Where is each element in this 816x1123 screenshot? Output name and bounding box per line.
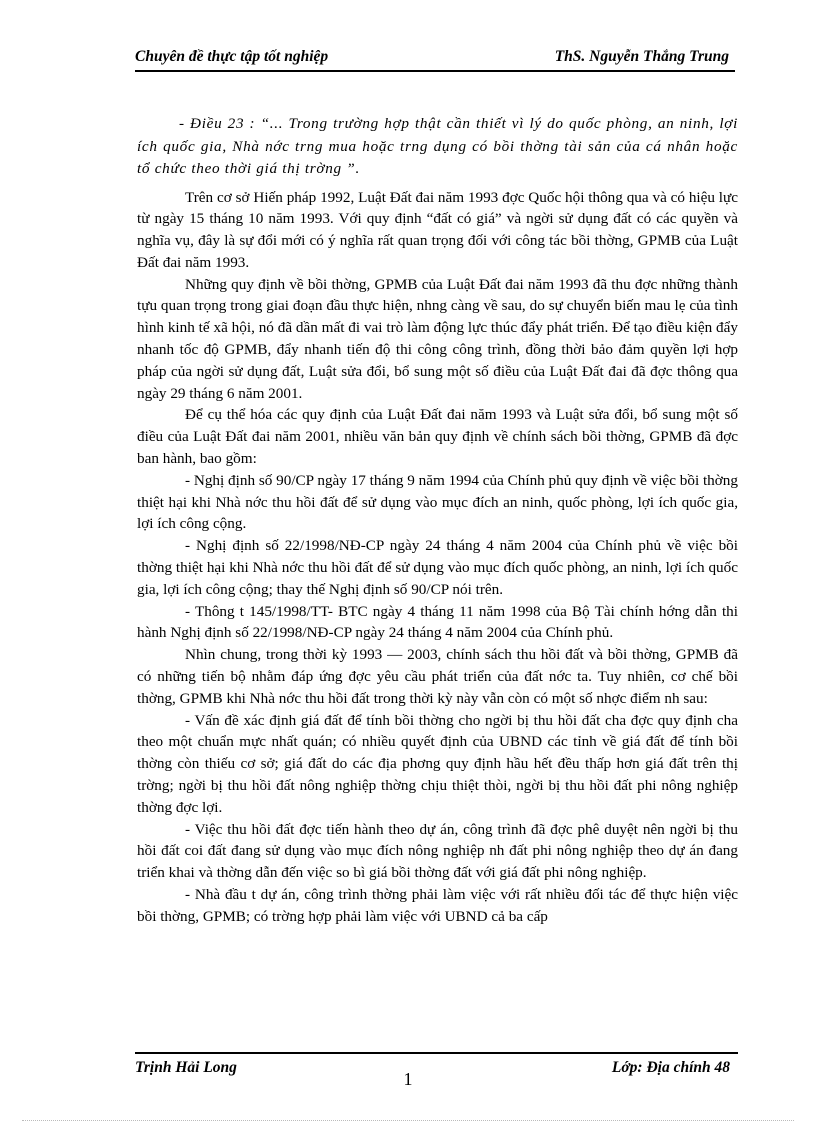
page-number: 1	[403, 1069, 413, 1089]
page-header	[135, 48, 735, 72]
paragraph: Những quy định về bồi thờng, GPMB của Luật Đất đai năm 1993 đã thu đợc những thành tựu quan trọng trong giai đoạn đầu thực hiện, nhng càng về sau, do sự chuyển biến mau lẹ của tình hình kinh tế xã hội, nó đã dần mất đi vai trò làm động lực thúc đẩy phát triển. Để tạo điều kiện đẩy nhanh tốc độ GPMB, đẩy nhanh tiến độ thi công công trình, đồng thời bảo đảm quyền lợi hợp pháp của ngời sử dụng đất, Luật sửa đổi, bổ sung một số điều của Luật Đất đai đã đợc thông qua ngày 29 tháng 6 năm 2001.	[137, 275, 738, 402]
list-item: - Nghị định số 22/1998/NĐ-CP ngày 24 tháng 4 năm 2004 của Chính phủ về việc bồi thờng thiệt hại khi Nhà nớc thu hồi đất để sử dụng vào mục đích quốc phòng, an ninh, lợi ích quốc gia, lợi ích công cộng; thay thế Nghị định số 90/CP nói trên.	[137, 537, 738, 598]
paragraph-article-23-quote: - Điều 23 : “... Trong trường hợp thật cần thiết vì lý do quốc phòng, an ninh, lợi ích quốc gia, Nhà nớc trng mua hoặc trng dụng có bồi thờng tài sản của cá nhân hoặc tổ chức theo thời giá thị trờng ”.	[137, 115, 738, 177]
footer-author: Trịnh Hải Long	[135, 1059, 237, 1076]
header-title: Chuyên đề thực tập tốt nghiệp	[135, 48, 329, 65]
list-item: - Vấn đề xác định giá đất để tính bồi thờng cho ngời bị thu hồi đất cha đợc quy định cha theo một chuẩn mực nhất quán; có nhiều quyết định của UBND các tỉnh về giá đất để tính bồi thờng còn thiếu cơ sở; giá đất do các địa phơng quy định hầu hết đều thấp hơn giá đất trên thị trờng; ngời bị thu hồi đất nông nghiệp thờng chịu thiệt thòi, ngời bị thu hồi đất phi nông nghiệp thờng đợc lợi.	[137, 711, 738, 816]
paragraph: Trên cơ sở Hiến pháp 1992, Luật Đất đai năm 1993 đợc Quốc hội thông qua và có hiệu lực từ ngày 15 tháng 10 năm 1993. Với quy định “đất có giá” và ngời sử dụng đất có các quyền và nghĩa vụ, đây là sự đổi mới có ý nghĩa rất quan trọng đối với công tác bồi thờng, GPMB của Luật Đất đai năm 1993.	[137, 188, 738, 271]
list-item: - Nghị định số 90/CP ngày 17 tháng 9 năm 1994 của Chính phủ quy định về việc bồi thờng thiệt hại khi Nhà nớc thu hồi đất để sử dụng vào mục đích an ninh, quốc phòng, lợi ích quốc gia, lợi ích công cộng.	[137, 471, 738, 533]
list-item: - Thông t 145/1998/TT- BTC ngày 4 tháng 11 năm 1998 của Bộ Tài chính hớng dẫn thi hành Nghị định số 22/1998/NĐ-CP ngày 24 tháng 4 năm 2004 của Chính phủ.	[137, 602, 738, 642]
document-body	[137, 113, 738, 928]
paragraph: Nhìn chung, trong thời kỳ 1993 — 2003, chính sách thu hồi đất và bồi thờng, GPMB đã có những tiến bộ nhằm đáp ứng đợc yêu cầu phát triển của đất nớc ta. Tuy nhiên, cơ chế bồi thờng, GPMB khi Nhà nớc thu hồi đất trong thời kỳ này vẫn còn có một số nhợc điểm nh sau:	[137, 646, 738, 707]
list-item: - Việc thu hồi đất đợc tiến hành theo dự án, công trình đã đợc phê duyệt nên ngời bị thu hồi đất coi đất đang sử dụng vào mục đích nông nghiệp nh đất phi nông nghiệp theo dự án đang triển khai và thờng dẫn đến việc so bì giá bồi thờng đất với giá đất phi nông nghiệp.	[137, 820, 738, 882]
page-bottom-divider	[22, 1120, 794, 1121]
header-author: ThS. Nguyễn Thắng Trung	[554, 48, 729, 65]
footer-class: Lớp: Địa chính 48	[611, 1059, 730, 1076]
list-item: - Nhà đầu t dự án, công trình thờng phải làm việc với rất nhiều đối tác để thực hiện việc bồi thờng, GPMB; có trờng hợp phải làm việc với UBND cả ba cấp	[137, 886, 738, 925]
paragraph: Để cụ thể hóa các quy định của Luật Đất đai năm 1993 và Luật sửa đổi, bổ sung một số điều của Luật Đất đai năm 2001, nhiều văn bản quy định về chính sách bồi thờng, GPMB đã đợc ban hành, bao gồm:	[137, 406, 738, 468]
